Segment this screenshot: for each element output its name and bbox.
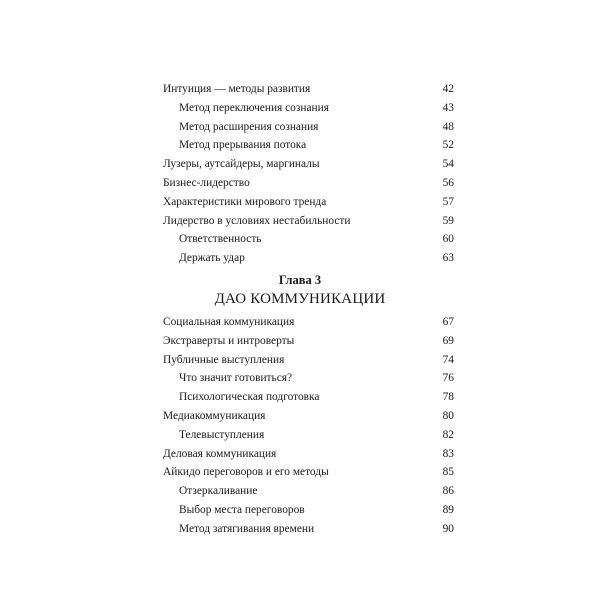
toc-subentry [163,230,454,249]
toc-page-number: 74 [442,353,454,366]
toc-subentry [163,249,454,268]
toc-subentry [163,501,454,520]
toc-entry-title: Лузеры, аутсайдеры, маргиналы [163,158,320,171]
toc-entry-title: Психологическая подготовка [179,391,320,404]
toc-page-number: 63 [442,252,454,265]
toc-page-number: 80 [442,409,454,422]
toc-entry [163,155,454,174]
toc-page-number: 82 [442,428,454,441]
toc-entry-title: Выбор места переговоров [179,503,305,516]
toc-page-number: 54 [442,158,454,171]
toc-page-number: 76 [442,372,454,385]
toc-subentry [163,99,454,118]
toc-entry [163,193,454,212]
toc-page-number: 90 [442,522,454,535]
toc-entry-title: Держать удар [179,252,245,265]
toc-page-number: 59 [442,214,454,227]
toc-page-number: 43 [442,101,454,114]
toc-page-number: 67 [442,316,454,328]
toc-entry-title: Метод переключения сознания [179,101,329,114]
toc-entry [163,313,454,332]
toc-subentry [163,388,454,407]
toc-entry [163,332,454,351]
toc-entry-title: Характеристики мирового тренда [163,195,327,208]
toc-subentry [163,520,454,539]
toc-page-number: 89 [442,503,454,516]
toc-page-number: 85 [442,466,454,479]
toc-entry [163,174,454,193]
toc-page-number: 60 [442,233,454,246]
toc-entry-title: Метод расширения сознания [179,120,319,133]
toc-subentry [163,136,454,155]
toc-entry [163,351,454,370]
toc-list-part-1 [163,80,454,268]
toc-subentry [163,369,454,388]
toc-entry [163,445,454,464]
toc-entry-title: Что значит готовиться? [179,372,293,385]
toc-entry-title: Отзеркаливание [179,485,258,498]
toc-entry-title: Бизнес-лидерство [163,176,250,189]
toc-subentry [163,118,454,137]
toc-entry-title: Публичные выступления [163,353,285,366]
toc-page-number: 69 [442,334,454,347]
toc-page-number: 57 [442,195,454,208]
toc-entry-title: Медиакоммуникация [163,409,266,422]
toc-page-number: 78 [442,391,454,404]
toc-entry-title: Телевыступления [179,428,265,441]
toc-entry [163,407,454,426]
toc-entry-title: Метод затягивания времени [179,522,315,535]
toc-subentry [163,482,454,501]
toc-entry-title: Метод прерывания потока [179,139,307,152]
toc-page-number: 86 [442,485,454,498]
toc-entry-title: Социальная коммуникация [163,316,295,328]
chapter-title: ДАО КОММУНИКАЦИИ [214,291,386,307]
toc-page-number: 52 [442,139,454,152]
toc-entry [163,80,454,99]
toc-entry-title: Ответственность [179,233,262,246]
toc-entry [163,212,454,231]
toc-entry-title: Айкидо переговоров и его методы [163,466,329,479]
chapter-label: Глава 3 [278,273,322,287]
toc-entry-title: Экстраверты и интроверты [163,334,295,347]
toc-page-number: 56 [442,176,454,189]
toc-entry [163,463,454,482]
toc-list-part-2 [163,313,454,539]
toc-entry-title: Деловая коммуникация [163,447,277,460]
toc-page-number: 42 [442,83,454,95]
toc-entry-title: Интуиция — методы развития [163,83,311,95]
toc-entry-title: Лидерство в условиях нестабильности [163,214,351,227]
toc-page-number: 83 [442,447,454,460]
toc-subentry [163,426,454,445]
toc-page-number: 48 [442,120,454,133]
